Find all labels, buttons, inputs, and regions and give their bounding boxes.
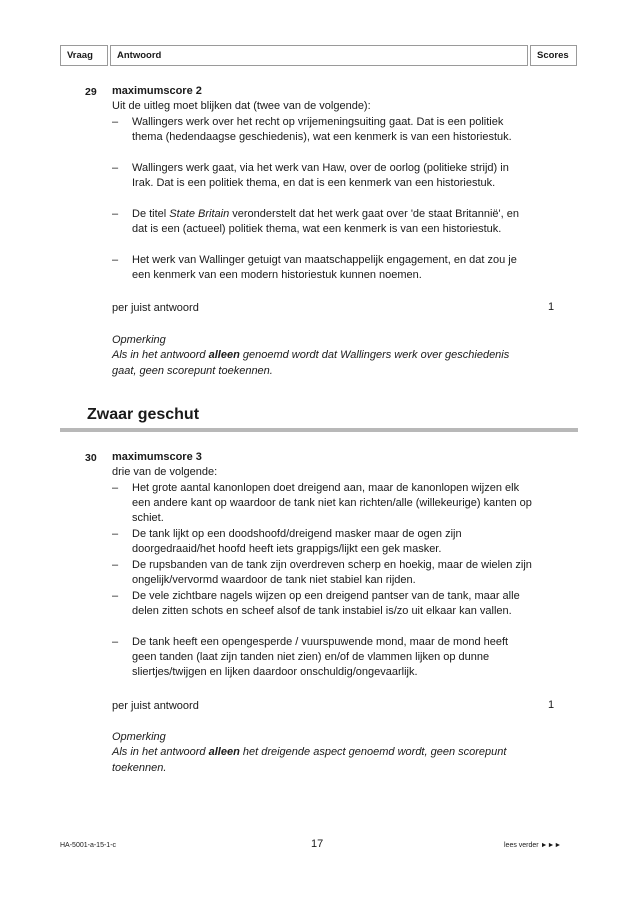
note-label: Opmerking (112, 334, 166, 346)
next-page-label: lees verder ►►► (504, 842, 562, 849)
question-intro: Uit de uitleg moet blijken dat (twee van de volgende): (112, 100, 371, 112)
answer-item: – De titel State Britain veronderstelt dat het werk gaat over 'de staat Britannië', en dat is een (actueel) politiek thema, wat een kenmerk is van een historiestuk. (112, 207, 532, 237)
note-text (112, 347, 532, 379)
per-answer-label: per juist antwoord (112, 302, 199, 314)
answer-item: – Het werk van Wallinger getuigt van maatschappelijk engagement, en dat zou je een kenmerk van een modern historiestuk kunnen noemen. (112, 253, 532, 283)
answer-item: – De rupsbanden van de tank zijn overdreven scherp en hoekig, maar de wielen zijn ongelijk/vervormd waardoor de tank niet stabiel kan rijden. (112, 558, 532, 588)
question-number: 29 (85, 86, 97, 98)
question-intro: drie van de volgende: (112, 466, 218, 478)
answer-text: De tank lijkt op een doodshoofd/dreigend masker maar de ogen zijn doorgedraaid/het hoofd heeft iets grappigs/lijkt een gek masker. (132, 528, 462, 556)
note-pre: Als in het antwoord (112, 349, 209, 361)
footer-code: HA-5001-a-15-1-c (60, 842, 117, 849)
page-number: 17 (311, 838, 324, 850)
note-bold: alleen (208, 746, 240, 758)
answer-item: – Wallingers werk gaat, via het werk van Haw, over de oorlog (politieke strijd) in Irak. Dat is een politiek thema, en dat is een kenmerk van een historiestuk. (112, 161, 532, 191)
note-pre: Als in het antwoord (112, 746, 209, 758)
answer-text: De rupsbanden van de tank zijn overdreven scherp en hoekig, maar de wielen zijn ongelijk/vervormd waardoor de tank niet stabiel kan rijden. (132, 559, 532, 587)
note-post: het dreigende aspect genoemd wordt, geen scorepunt toekennen. (112, 746, 507, 774)
answer-text (132, 207, 532, 237)
note-text (112, 744, 532, 776)
answer-text: Het werk van Wallinger getuigt van maatschappelijk engagement, en dat zou je een kenmerk van een modern historiestuk kunnen noemen. (132, 254, 517, 282)
answer-item: – Het grote aantal kanonlopen doet dreigend aan, maar de kanonlopen wijzen elk een andere kant op waardoor de tank niet kan richten/alle (willekeurige) kanten op schiet. (112, 481, 532, 527)
header-scores: Scores (530, 45, 577, 66)
question-title: maximumscore 3 (112, 451, 202, 463)
note-label: Opmerking (112, 731, 166, 743)
per-answer-label: per juist antwoord (112, 700, 199, 712)
score-value: 1 (548, 699, 555, 711)
score-value: 1 (548, 301, 555, 313)
note-post: genoemd wordt dat Wallingers werk over geschiedenis gaat, geen scorepunt toekennen. (112, 349, 510, 377)
section-title: Zwaar geschut (87, 406, 200, 423)
answer-item: – De vele zichtbare nagels wijzen op een dreigend pantser van de tank, maar alle delen zitten schots en scheef alsof de tank instabiel is/zo uit elkaar kan vallen. (112, 589, 532, 619)
question-number: 30 (85, 452, 97, 464)
note-bold: alleen (208, 349, 240, 361)
answer-text-pre: De titel (132, 208, 170, 220)
answer-item: – De tank lijkt op een doodshoofd/dreigend masker maar de ogen zijn doorgedraaid/het hoofd heeft iets grappigs/lijkt een gek masker. (112, 527, 532, 557)
header-vraag: Vraag (60, 45, 108, 66)
answer-text-post: veronderstelt dat het werk gaat over 'de staat Britannië', en dat is een (actueel) politiek thema, wat een kenmerk is van een historiestuk. (132, 208, 519, 236)
answer-item: – Wallingers werk over het recht op vrijemeningsuiting gaat. Dat is een politiek thema (hedendaagse geschiedenis), wat een kenmerk is van een historiestuk. (112, 115, 532, 145)
question-title: maximumscore 2 (112, 85, 202, 97)
answer-text: Het grote aantal kanonlopen doet dreigend aan, maar de kanonlopen wijzen elk een andere kant op waardoor de tank niet kan richten/alle (willekeurige) kanten op schiet. (132, 482, 532, 525)
answer-text: Wallingers werk over het recht op vrijemeningsuiting gaat. Dat is een politiek thema (hedendaagse geschiedenis), wat een kenmerk is van een historiestuk. (132, 116, 512, 144)
answer-item: – De tank heeft een opengesperde / vuurspuwende mond, maar de mond heeft geen tanden (laat zijn tanden niet zien) en/of de vlammen lijken op dunne sliertjes/twijgen en lijken daardoor onschuldig/ongevaarlijk. (112, 635, 532, 681)
answer-text: De vele zichtbare nagels wijzen op een dreigend pantser van de tank, maar alle delen zitten schots en scheef alsof de tank instabiel is/zo uit elkaar kan vallen. (132, 590, 520, 618)
answer-text: Wallingers werk gaat, via het werk van Haw, over de oorlog (politieke strijd) in Irak. Dat is een politiek thema, en dat is een kenmerk van een historiestuk. (132, 162, 509, 190)
answer-text: De tank heeft een opengesperde / vuurspuwende mond, maar de mond heeft geen tanden (laat zijn tanden niet zien) en/of de vlammen lijken op dunne sliertjes/twijgen en lijken daardoor onschuldig/ongevaarlijk. (132, 636, 509, 679)
section-divider (60, 428, 578, 432)
artwork-title: State Britain (169, 208, 230, 220)
header-antwoord: Antwoord (110, 45, 528, 66)
